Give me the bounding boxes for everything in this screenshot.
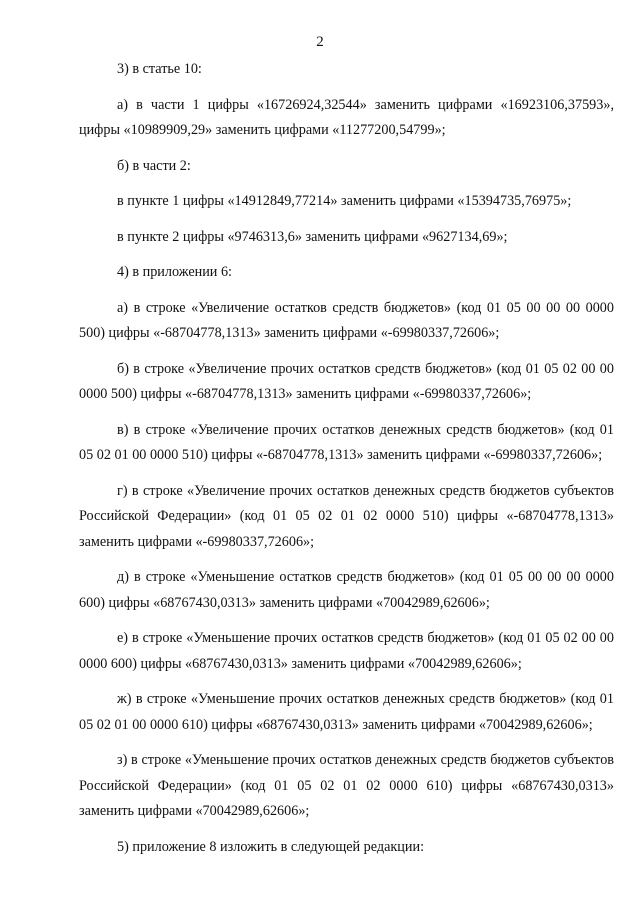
- item-3b-heading: б) в части 2:: [117, 157, 191, 174]
- item-4v-paragraph: в) в строке «Увеличение прочих остатков денежных средств бюджетов» (код 01 05 02 01 00 0000 510) цифры «-68704778,1313» заменить цифрами «-69980337,72606»;: [79, 421, 614, 463]
- item-4-heading: 4) в приложении 6:: [117, 264, 232, 280]
- item-4e-paragraph: е) в строке «Уменьшение прочих остатков средств бюджетов» (код 01 05 02 00 00 0000 600) цифры «68767430,0313» заменить цифрами «70042989,62606»;: [79, 630, 614, 672]
- item-4a-paragraph: а) в строке «Увеличение остатков средств бюджетов» (код 01 05 00 00 00 0000 500) цифры «-68704778,1313» заменить цифрами «-69980337,72606»;: [79, 299, 614, 341]
- item-4g-paragraph: г) в строке «Увеличение прочих остатков денежных средств бюджетов субъектов Российской Федерации» (код 01 05 02 01 02 0000 510) цифры «-68704778,1313» заменить цифрами «-69980337,72606»;: [79, 482, 614, 550]
- page-number: 2: [316, 34, 324, 50]
- item-3a-paragraph: а) в части 1 цифры «16726924,32544» заменить цифрами «16923106,37593», цифры «10989909,29» заменить цифрами «11277200,54799»;: [79, 96, 614, 138]
- item-3b-point-1: в пункте 1 цифры «14912849,77214» заменить цифрами «15394735,76975»;: [117, 193, 572, 209]
- item-3b-point-2: в пункте 2 цифры «9746313,6» заменить цифрами «9627134,69»;: [117, 228, 508, 245]
- item-4zh-paragraph: ж) в строке «Уменьшение прочих остатков денежных средств бюджетов» (код 01 05 02 01 00 0000 610) цифры «68767430,0313» заменить цифрами «70042989,62606»;: [79, 691, 614, 733]
- item-3-heading: 3) в статье 10:: [117, 61, 202, 77]
- item-4d-paragraph: д) в строке «Уменьшение остатков средств бюджетов» (код 01 05 00 00 00 0000 600) цифры «68767430,0313» заменить цифрами «70042989,62606»;: [79, 569, 614, 611]
- document-body: [79, 57, 614, 870]
- item-4b-paragraph: б) в строке «Увеличение прочих остатков средств бюджетов» (код 01 05 02 00 00 0000 500) цифры «-68704778,1313» заменить цифрами «-69980337,72606»;: [79, 360, 614, 402]
- item-4z-paragraph: з) в строке «Уменьшение прочих остатков денежных средств бюджетов субъектов Российской Федерации» (код 01 05 02 01 02 0000 610) цифры «68767430,0313» заменить цифрами «70042989,62606»;: [79, 752, 614, 819]
- item-5-paragraph: 5) приложение 8 изложить в следующей редакции:: [117, 838, 425, 855]
